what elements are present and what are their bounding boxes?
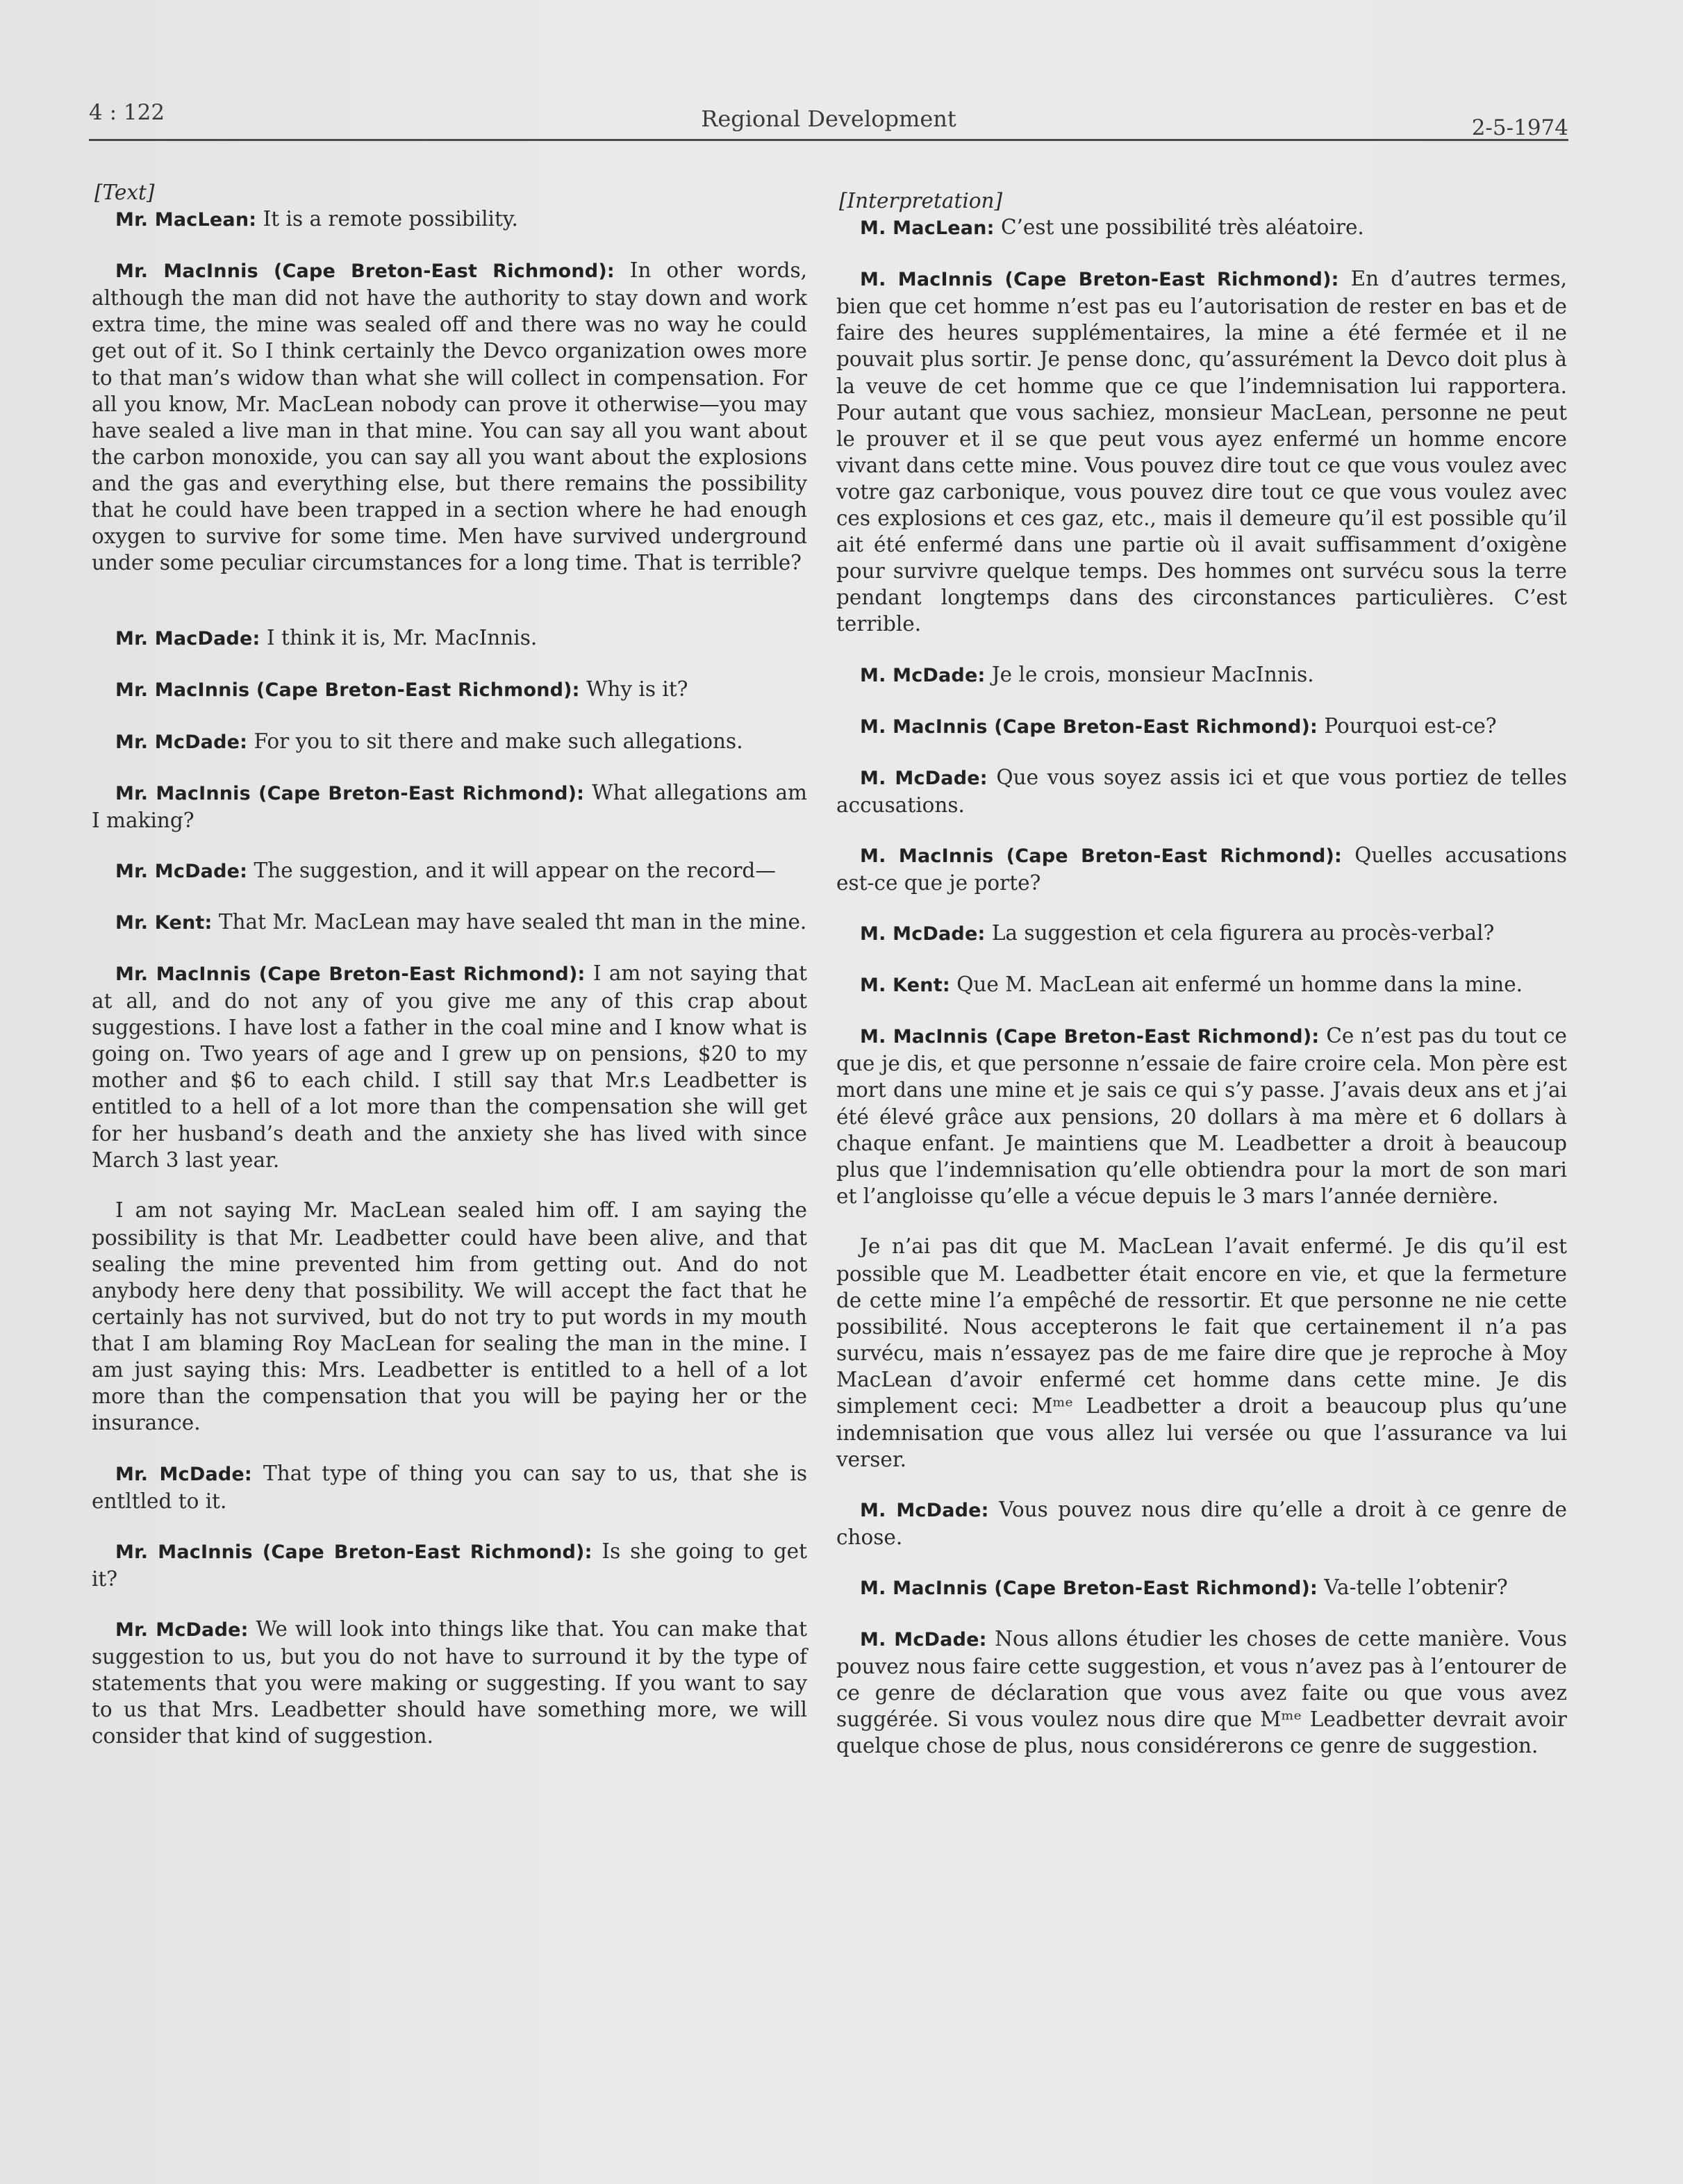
speaker: Mr. MacInnis (Cape Breton-East Richmond): [115,260,615,283]
speech-text: La suggestion et cela figurera au procès-verbal? [985,921,1495,945]
paragraph [836,1496,1567,1550]
speaker: Mr. McDade: [115,860,248,882]
speaker: Mr. McDade: [115,1463,252,1485]
paragraph [836,1625,1567,1759]
paragraph [836,1574,1567,1602]
paragraph [836,214,1567,242]
speech-text: I am not saying Mr. MacLean sealed him off. I am saying the possibility is that Mr. Leadbetter could have been alive, and that sealing the mine prevented him from getting out. And do not anybody here deny that possibility. We will accept the fact that he certainly has not survived, but do not try to put words in my mouth that I am blaming Roy MacLean for sealing the man in the mine. I am just saying this: Mrs. Leadbetter is entitled to a hell of a lot more than the compensation that you will be paying her or the insurance. [92,1198,807,1435]
paragraph [92,779,807,834]
french-column [836,188,1567,1783]
page-title: Regional Development [701,106,956,132]
speech-text: Pourquoi est-ce? [1318,713,1497,738]
speaker: M. MacInnis (Cape Breton-East Richmond): [860,1026,1320,1048]
paragraph [92,960,807,1173]
speaker: Mr. Kent: [115,911,213,934]
paragraph [836,1023,1567,1209]
speech-text: Je n’ai pas dit que M. MacLean l’avait enfermé. Je dis qu’il est possible que M. Leadbetter était encore en vie, et que la fermeture de cette mine l’a empêché de ressortir. Et que personne ne nie cette possibilité. Nous accepterons le fait que certainement il n’a pas survécu, mais n’essayez pas de me faire dire que je reproche à Moy MacLean d’avoir enfermé cet homme dans cette mine. Je dis simplement ceci: Mᵐᵉ Leadbetter a droit a beaucoup plus qu’une indemnisation que vous allez lui versée ou que l’assurance va lui verser. [836,1234,1567,1471]
speech-text: C’est une possibilité très aléatoire. [994,215,1364,240]
speech-text: That Mr. MacLean may have sealed tht man in the mine. [212,909,807,934]
paragraph [836,1233,1567,1473]
speech-text: Quelles accusations est-ce que je porte? [836,843,1567,895]
speaker: Mr. MacInnis (Cape Breton-East Richmond): [115,963,586,985]
speaker: M. McDade: [860,767,988,789]
speech-text: The suggestion, and it will appear on the record— [247,858,776,882]
speech-text: Vous pouvez nous dire qu’elle a droit à ce genre de chose. [836,1497,1568,1549]
english-column [92,179,807,1773]
speaker: Mr. MacInnis (Cape Breton-East Richmond): [115,679,580,702]
paragraph [836,920,1567,948]
speaker: Mr. MacDade: [115,628,260,650]
speaker: M. McDade: [860,923,986,945]
speaker: M. MacInnis (Cape Breton-East Richmond): [860,845,1343,867]
speaker: M. MacInnis (Cape Breton-East Richmond): [860,715,1318,738]
speech-text: What allegations am I making? [92,780,808,832]
paragraph [92,857,807,885]
speech-text: Is she going to get it? [92,1539,807,1591]
speaker: Mr. McDade: [115,1619,249,1641]
speech-text: I am not saying that at all, and do not any of you give me any of this crap about suggestions. I have lost a father in the coal mine and I know what is going on. Two years of age and I grew up on pensions, $20 to my mother and $6 to each child. I still say that Mr.s Leadbetter is entitled to a hell of a lot more than the compensation she will get for her husband’s death and the anxiety she has lived with since March 3 last year. [92,961,807,1172]
page-date: 2-5-1974 [1471,115,1568,140]
speech-text: Ce n’est pas du tout ce que je dis, et que personne n’essaie de faire croire cela. Mon père est mort dans une mine et je sais ce qui s’y passe. J’avais deux ans et j’ai été élevé grâce aux pensions, 20 dollars à ma mère et 6 dollars à chaque enfant. Je maintiens que M. Leadbetter a droit à beaucoup plus que l’indemnisation qu’elle obtiendra pour la mort de son mari et l’angloisse qu’elle a vécue depuis le 3 mars l’année dernière. [836,1024,1567,1208]
section-label-interpretation: [Interpretation] [839,189,1003,213]
paragraph [836,764,1567,818]
page-header [89,97,1568,141]
speech-text: That type of thing you can say to us, that she is entltled to it. [92,1461,807,1513]
speaker: Mr. MacInnis (Cape Breton-East Richmond): [115,1541,592,1563]
speech-text: Va-telle l’obtenir? [1318,1575,1508,1599]
paragraph [92,1616,807,1749]
speech-text: For you to sit there and make such allegations. [247,729,743,753]
speaker: M. McDade: [860,1629,987,1651]
speech-text: En d’autres termes, bien que cet homme n’est pas eu l’autorisation de rester en bas et de faire des heures supplémentaires, la mine a été fermée et il ne pouvait plus sortir. Je pense donc, qu’assurément la Devco doit plus à la veuve de cet homme que ce que l’indemnisation lui rapportera. Pour autant que vous sachiez, monsieur MacLean, personne ne peut le prouver et il se que peut vous ayez enfermé un homme encore vivant dans cette mine. Vous pouvez dire tout ce que vous voulez avec votre gaz carbonique, vous pouvez dire tout ce que vous voulez avec ces explosions et ces gaz, etc., mais il demeure qu’il est possible qu’il ait été enfermé dans une partie où il avait suffisamment d’oxigène pour survivre quelque temps. Des hommes ont survécu sous la terre pendant longtemps dans des circonstances particulières. C’est terrible. [836,267,1567,636]
paragraph [92,1538,807,1592]
paragraph [836,661,1567,689]
speaker: Mr. McDade: [115,731,248,753]
speaker: M. McDade: [860,1499,989,1521]
speech-text: I think it is, Mr. MacInnis. [260,626,538,650]
speaker: Mr. MacInnis (Cape Breton-East Richmond): [115,782,585,804]
paragraph [836,842,1567,896]
paragraph [92,1460,807,1514]
speech-text: We will look into things like that. You can make that suggestion to us, but you do not have to surround it by the type of statements that you were making or suggesting. If you want to say to us that Mrs. Leadbetter should have something more, we will consider that kind of suggestion. [92,1616,807,1748]
speech-text: Je le crois, monsieur MacInnis. [985,662,1314,686]
speech-text: Que M. MacLean ait enfermé un homme dans la mine. [950,973,1523,997]
speaker: Mr. MacLean: [115,209,257,231]
paragraph [92,676,807,704]
speech-text: In other words, although the man did not have the authority to stay down and work extra time, the mine was sealed off and there was no way he could get out of it. So I think certainly the Devco organization owes more to that man’s widow than what she will collect in compensation. For all you know, Mr. MacLean nobody can prove it otherwise—you may have sealed a live man in that mine. You can say all you want about the carbon monoxide, you can say all you want about the explosions and the gas and everything else, but there remains the possibility that he could have been trapped in a section where he had enough oxygen to survive for some time. Men have survived underground under some peculiar circumstances for a long time. That is terrible? [92,258,807,575]
paragraph [92,728,807,756]
speaker: M. MacLean: [860,217,995,240]
paragraph [92,206,807,233]
speaker: M. MacInnis (Cape Breton-East Richmond): [860,1577,1318,1599]
speaker: M. Kent: [860,975,950,997]
speech-text: It is a remote possibility. [256,207,518,231]
paragraph [836,971,1567,999]
speaker: M. MacInnis (Cape Breton-East Richmond): [860,269,1339,291]
paragraph [92,257,807,576]
paragraph [836,713,1567,741]
paragraph [92,909,807,936]
section-label-text: [Text] [94,181,155,204]
page-number: 4 : 122 [89,100,165,125]
speech-text: Why is it? [579,677,688,702]
speech-text: Nous allons étudier les choses de cette manière. Vous pouvez nous faire cette suggestion, et vous n’avez pas à l’entourer de ce genre de déclaration que vous avez faite ou que vous avez suggérée. Si vous voulez nous dire que Mᵐᵉ Leadbetter devrait avoir quelque chose de plus, nous considérerons ce genre de suggestion. [836,1627,1568,1758]
speaker: M. McDade: [860,664,986,686]
paragraph [92,1197,807,1437]
paragraph [92,624,807,652]
paragraph [836,265,1567,637]
speech-text: Que vous soyez assis ici et que vous portiez de telles accusations. [836,765,1567,817]
